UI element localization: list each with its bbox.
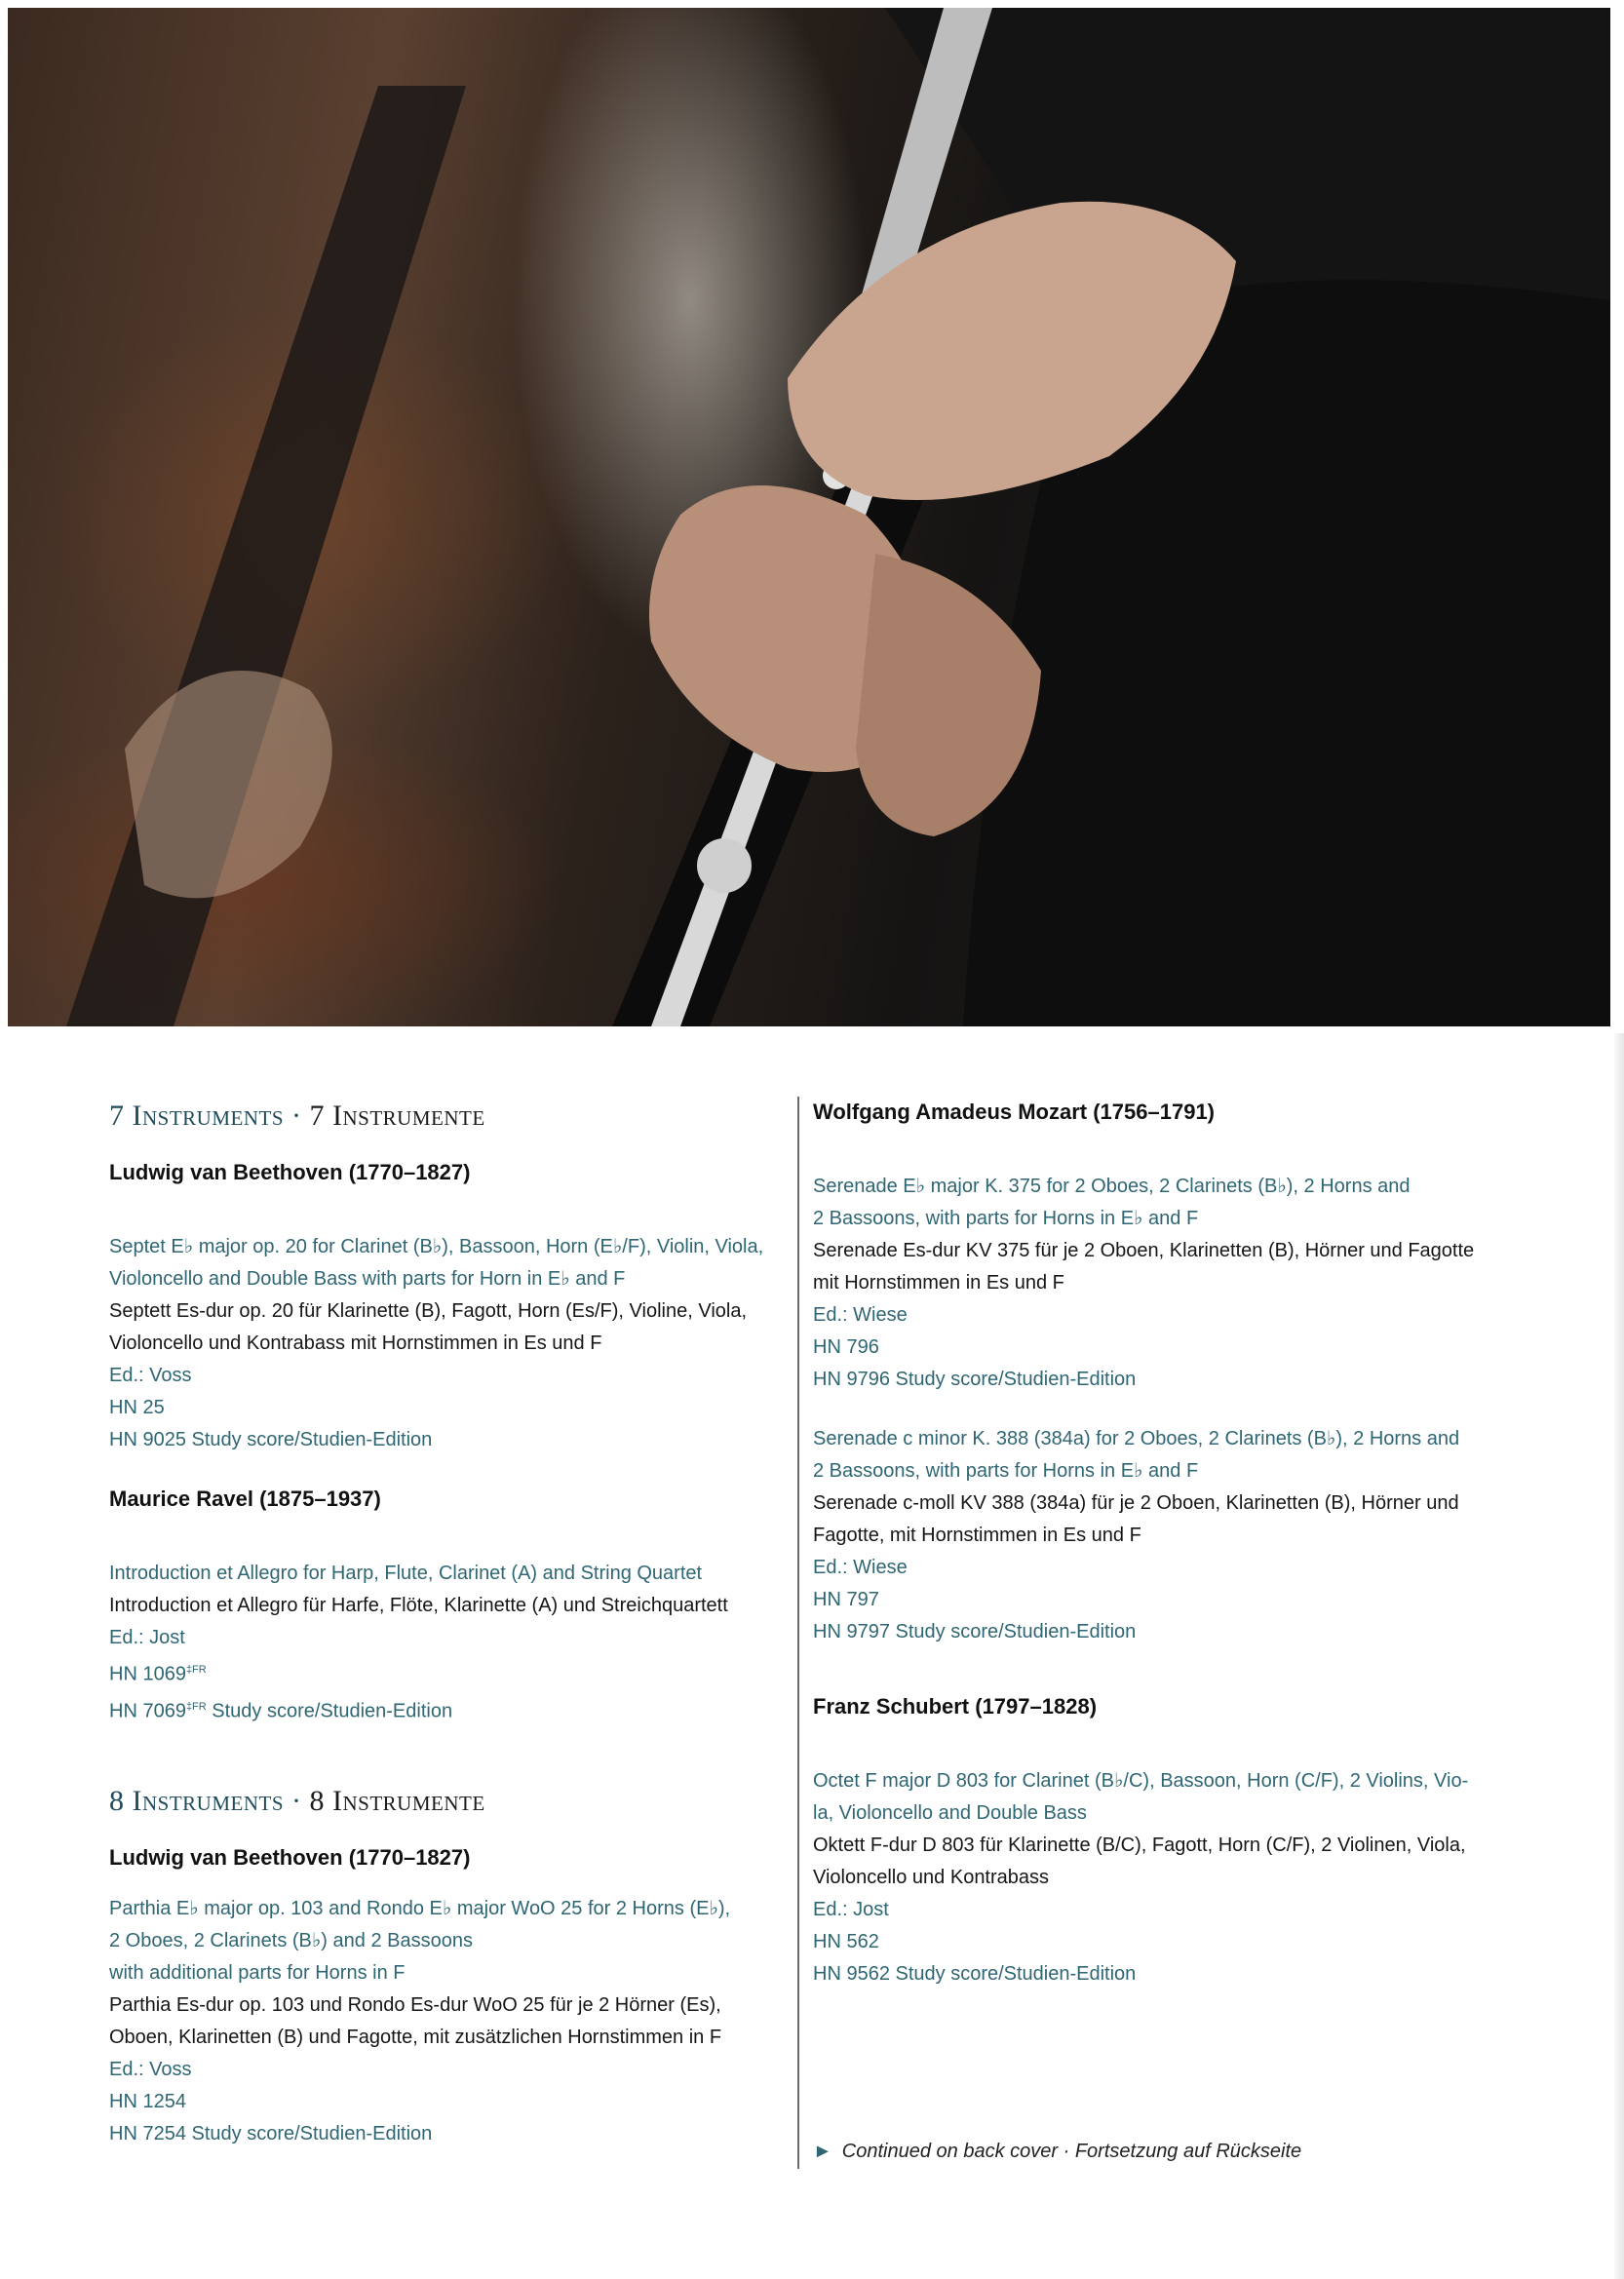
hn-number-text: HN 1069	[109, 1663, 186, 1685]
clarinet-players-photo	[8, 8, 1610, 1026]
title-en: Parthia E♭ major op. 103 and Rondo E♭ major WoO 25 for 2 Horns (E♭),	[109, 1898, 731, 1920]
title-de: Serenade c-moll KV 388 (384a) für je 2 Oboen, Klarinetten (B), Hörner und	[813, 1492, 1459, 1514]
study-score: HN 9562 Study score/Studien-Edition	[813, 1963, 1137, 1985]
hn-number: HN 25	[109, 1397, 165, 1418]
section-title-separator: ·	[291, 1100, 302, 1132]
hn-number: HN 797	[813, 1589, 879, 1610]
right-column	[813, 1097, 1515, 2018]
composer-beethoven: Ludwig van Beethoven (1770–1827)	[109, 1160, 471, 1184]
title-en: Septet E♭ major op. 20 for Clarinet (B♭), Bassoon, Horn (E♭/F), Violin, Viola,	[109, 1236, 764, 1257]
study-number: HN 7069	[109, 1700, 186, 1722]
title-en: la, Violoncello and Double Bass	[813, 1802, 1087, 1824]
editor: Ed.: Wiese	[813, 1557, 908, 1578]
entry-introduction-allegro	[109, 1558, 782, 1727]
title-de: Fagotte, mit Hornstimmen in Es und F	[813, 1525, 1141, 1546]
title-en: Serenade E♭ major K. 375 for 2 Oboes, 2 Clarinets (B♭), 2 Horns and	[813, 1176, 1411, 1197]
title-en: Octet F major D 803 for Clarinet (B♭/C), Bassoon, Horn (C/F), 2 Violins, Vio-	[813, 1770, 1469, 1792]
title-de: mit Hornstimmen in Es und F	[813, 1272, 1064, 1294]
column-divider	[797, 1097, 799, 2169]
title-de: Serenade Es-dur KV 375 für je 2 Oboen, Klarinetten (B), Hörner und Fagotte	[813, 1240, 1475, 1261]
entry-parthia	[109, 1893, 782, 2150]
title-de: Parthia Es-dur op. 103 und Rondo Es-dur WoO 25 für je 2 Hörner (Es),	[109, 1994, 721, 2017]
entry-serenade-k375	[813, 1171, 1515, 1396]
section-title-8-instruments	[109, 1782, 782, 1821]
title-en: Serenade c minor K. 388 (384a) for 2 Oboes, 2 Clarinets (B♭), 2 Horns and	[813, 1428, 1460, 1449]
composer-ravel: Maurice Ravel (1875–1937)	[109, 1487, 381, 1511]
title-en: 2 Oboes, 2 Clarinets (B♭) and 2 Bassoons	[109, 1930, 473, 1952]
entry-septet	[109, 1231, 782, 1456]
hn-number: HN 562	[813, 1931, 879, 1952]
editor: Ed.: Voss	[109, 2059, 192, 2081]
continued-note-en: Continued on back cover	[841, 2141, 1059, 2162]
title-de: Violoncello und Kontrabass	[813, 1867, 1050, 1888]
section-title-de: 7 Instrumente	[309, 1100, 485, 1132]
composer-beethoven: Ludwig van Beethoven (1770–1827)	[109, 1845, 471, 1871]
study-score	[109, 1691, 782, 1728]
title-en: 2 Bassoons, with parts for Horns in E♭ and F	[813, 1460, 1199, 1482]
study-text: Study score/Studien-Edition	[206, 1700, 453, 1722]
section-title-en: 8 Instruments	[109, 1785, 285, 1818]
title-en: Introduction et Allegro for Harp, Flute, Clarinet (A) and String Quartet	[109, 1563, 703, 1584]
section-title-en: 7 Instruments	[109, 1100, 285, 1132]
title-de: Introduction et Allegro für Harfe, Flöte, Klarinette (A) und Streichquartett	[109, 1595, 728, 1616]
study-score: HN 9025 Study score/Studien-Edition	[109, 1429, 433, 1450]
hn-number: HN 796	[813, 1336, 879, 1358]
entry-octet	[813, 1765, 1515, 1990]
hn-number: HN 1254	[109, 2091, 186, 2113]
photo-illustration	[8, 8, 1610, 1026]
hn-superscript: ‡FR	[185, 1664, 207, 1676]
composer-mozart: Wolfgang Amadeus Mozart (1756–1791)	[813, 1100, 1216, 1124]
triangle-right-icon: ►	[813, 2141, 832, 2162]
title-de: Septett Es-dur op. 20 für Klarinette (B), Fagott, Horn (Es/F), Violine, Viola,	[109, 1300, 748, 1322]
section-title-separator: ·	[291, 1785, 302, 1818]
editor: Ed.: Jost	[813, 1899, 889, 1920]
title-de: Oboen, Klarinetten (B) und Fagotte, mit zusätzlichen Hornstimmen in F	[109, 2027, 722, 2049]
editor: Ed.: Jost	[109, 1627, 185, 1648]
title-de: Violoncello und Kontrabass mit Hornstimmen in Es und F	[109, 1333, 602, 1354]
title-de: Oktett F-dur D 803 für Klarinette (B/C), Fagott, Horn (C/F), 2 Violinen, Viola,	[813, 1835, 1466, 1856]
continued-note-separator: ·	[1058, 2141, 1075, 2162]
section-title-7-instruments	[109, 1097, 782, 1136]
title-en: with additional parts for Horns in F	[109, 1962, 406, 1985]
composer-schubert: Franz Schubert (1797–1828)	[813, 1694, 1098, 1719]
hn-number	[109, 1654, 782, 1691]
editor: Ed.: Voss	[109, 1365, 192, 1386]
continued-note	[813, 2141, 1301, 2163]
title-en: Violoncello and Double Bass with parts for Horn in E♭ and F	[109, 1268, 626, 1290]
study-superscript: ‡FR	[185, 1700, 207, 1713]
study-score: HN 7254 Study score/Studien-Edition	[109, 2123, 433, 2145]
continued-note-de: Fortsetzung auf Rückseite	[1074, 2141, 1302, 2162]
entry-serenade-k388	[813, 1423, 1515, 1648]
editor: Ed.: Wiese	[813, 1304, 908, 1326]
page-edge-shadow	[1614, 1033, 1624, 2279]
title-en: 2 Bassoons, with parts for Horns in E♭ and F	[813, 1208, 1199, 1229]
study-score: HN 9797 Study score/Studien-Edition	[813, 1621, 1137, 1642]
study-score: HN 9796 Study score/Studien-Edition	[813, 1369, 1137, 1390]
section-title-de: 8 Instrumente	[309, 1785, 485, 1818]
left-column	[109, 1097, 782, 2178]
